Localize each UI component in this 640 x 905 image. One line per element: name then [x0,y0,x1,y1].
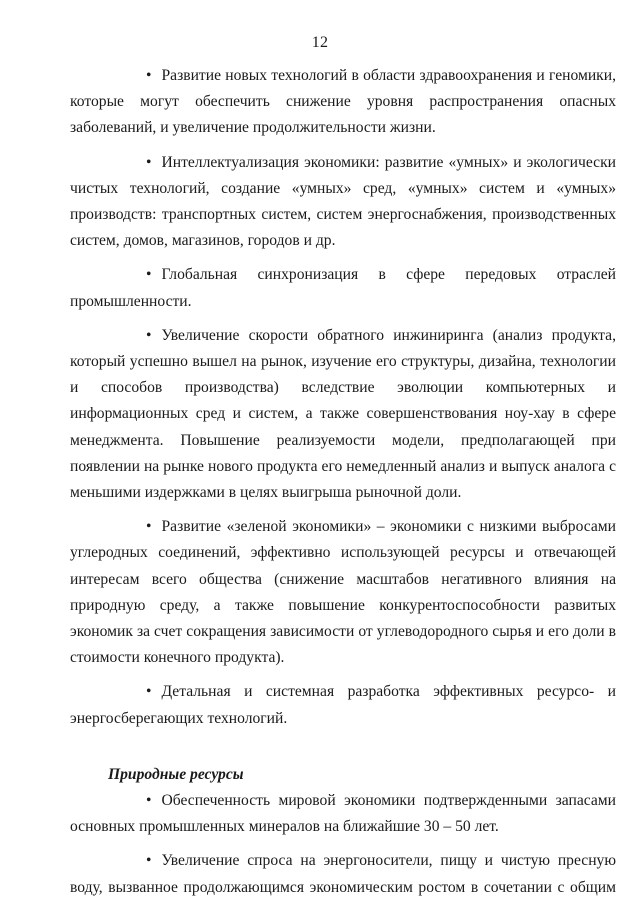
paragraph-text: Увеличение спроса на энергоносители, пищу и чистую пресную воду, вызванное продолжающимся экономическим ростом в сочетании с общим [70,852,616,896]
bullet-icon: • [146,683,152,701]
paragraph-text: Детальная и системная разработка эффективных ресурсо- и энергосберегающих технологий. [70,683,616,727]
paragraph-text: Развитие новых технологий в области здравоохранения и геномики, которые могут обеспечить снижение уровня распространения опасных заболеваний, и увеличение продолжительности жизни. [70,67,616,137]
paragraph-text: Глобальная синхронизация в сфере передовых отраслей промышленности. [70,266,616,310]
bullet-paragraph [70,679,616,731]
bullet-paragraph [70,514,616,671]
document-body [70,63,616,901]
bullet-paragraph [70,63,616,142]
paragraph-text: Увеличение скорости обратного инжиниринга (анализ продукта, который успешно вышел на рынок, изучение его структуры, дизайна, технологии и способов производства) вследствие эволюции компьютерных и информационных сред и систем, а также совершенствования ноу-хау в сфере менеджмента. Повышение реализуемости модели, предполагающей при появлении на рынке нового продукта его немедленный анализ и выпуск аналога с меньшими издержками в целях выигрыша рыночной доли. [70,326,616,502]
section-heading: Природные ресурсы [108,765,244,783]
bullet-icon: • [146,852,152,870]
bullet-icon: • [146,326,152,344]
bullet-paragraph [70,262,616,314]
paragraph-text: Интеллектуализация экономики: развитие «умных» и экологически чистых технологий, создание «умных» сред, «умных» систем и «умных» производств: транспортных систем, систем энергоснабжения, производственных систем, домов, магазинов, городов и др. [70,153,616,250]
bullet-paragraph [70,848,616,900]
page-number: 12 [311,34,329,51]
bullet-paragraph [70,323,616,506]
bullet-paragraph [70,788,616,840]
bullet-paragraph [70,150,616,255]
bullet-icon: • [146,153,152,171]
paragraph-text: Развитие «зеленой экономики» – экономики с низкими выбросами углеродных соединений, эффективно использующей ресурсы и отвечающей интересам всего общества (снижение масштабов негативного влияния на природную среду, а также повышение конкурентоспособности развитых экономик за счет сокращения зависимости от углеводородного сырья и его доли в стоимости конечного продукта). [70,518,616,667]
bullet-icon: • [146,67,152,84]
bullet-icon: • [146,518,152,536]
bullet-icon: • [146,792,152,810]
paragraph-text: Обеспеченность мировой экономики подтвержденными запасами основных промышленных минералов на ближайшие 30 – 50 лет. [70,792,616,836]
bullet-icon: • [146,266,152,284]
